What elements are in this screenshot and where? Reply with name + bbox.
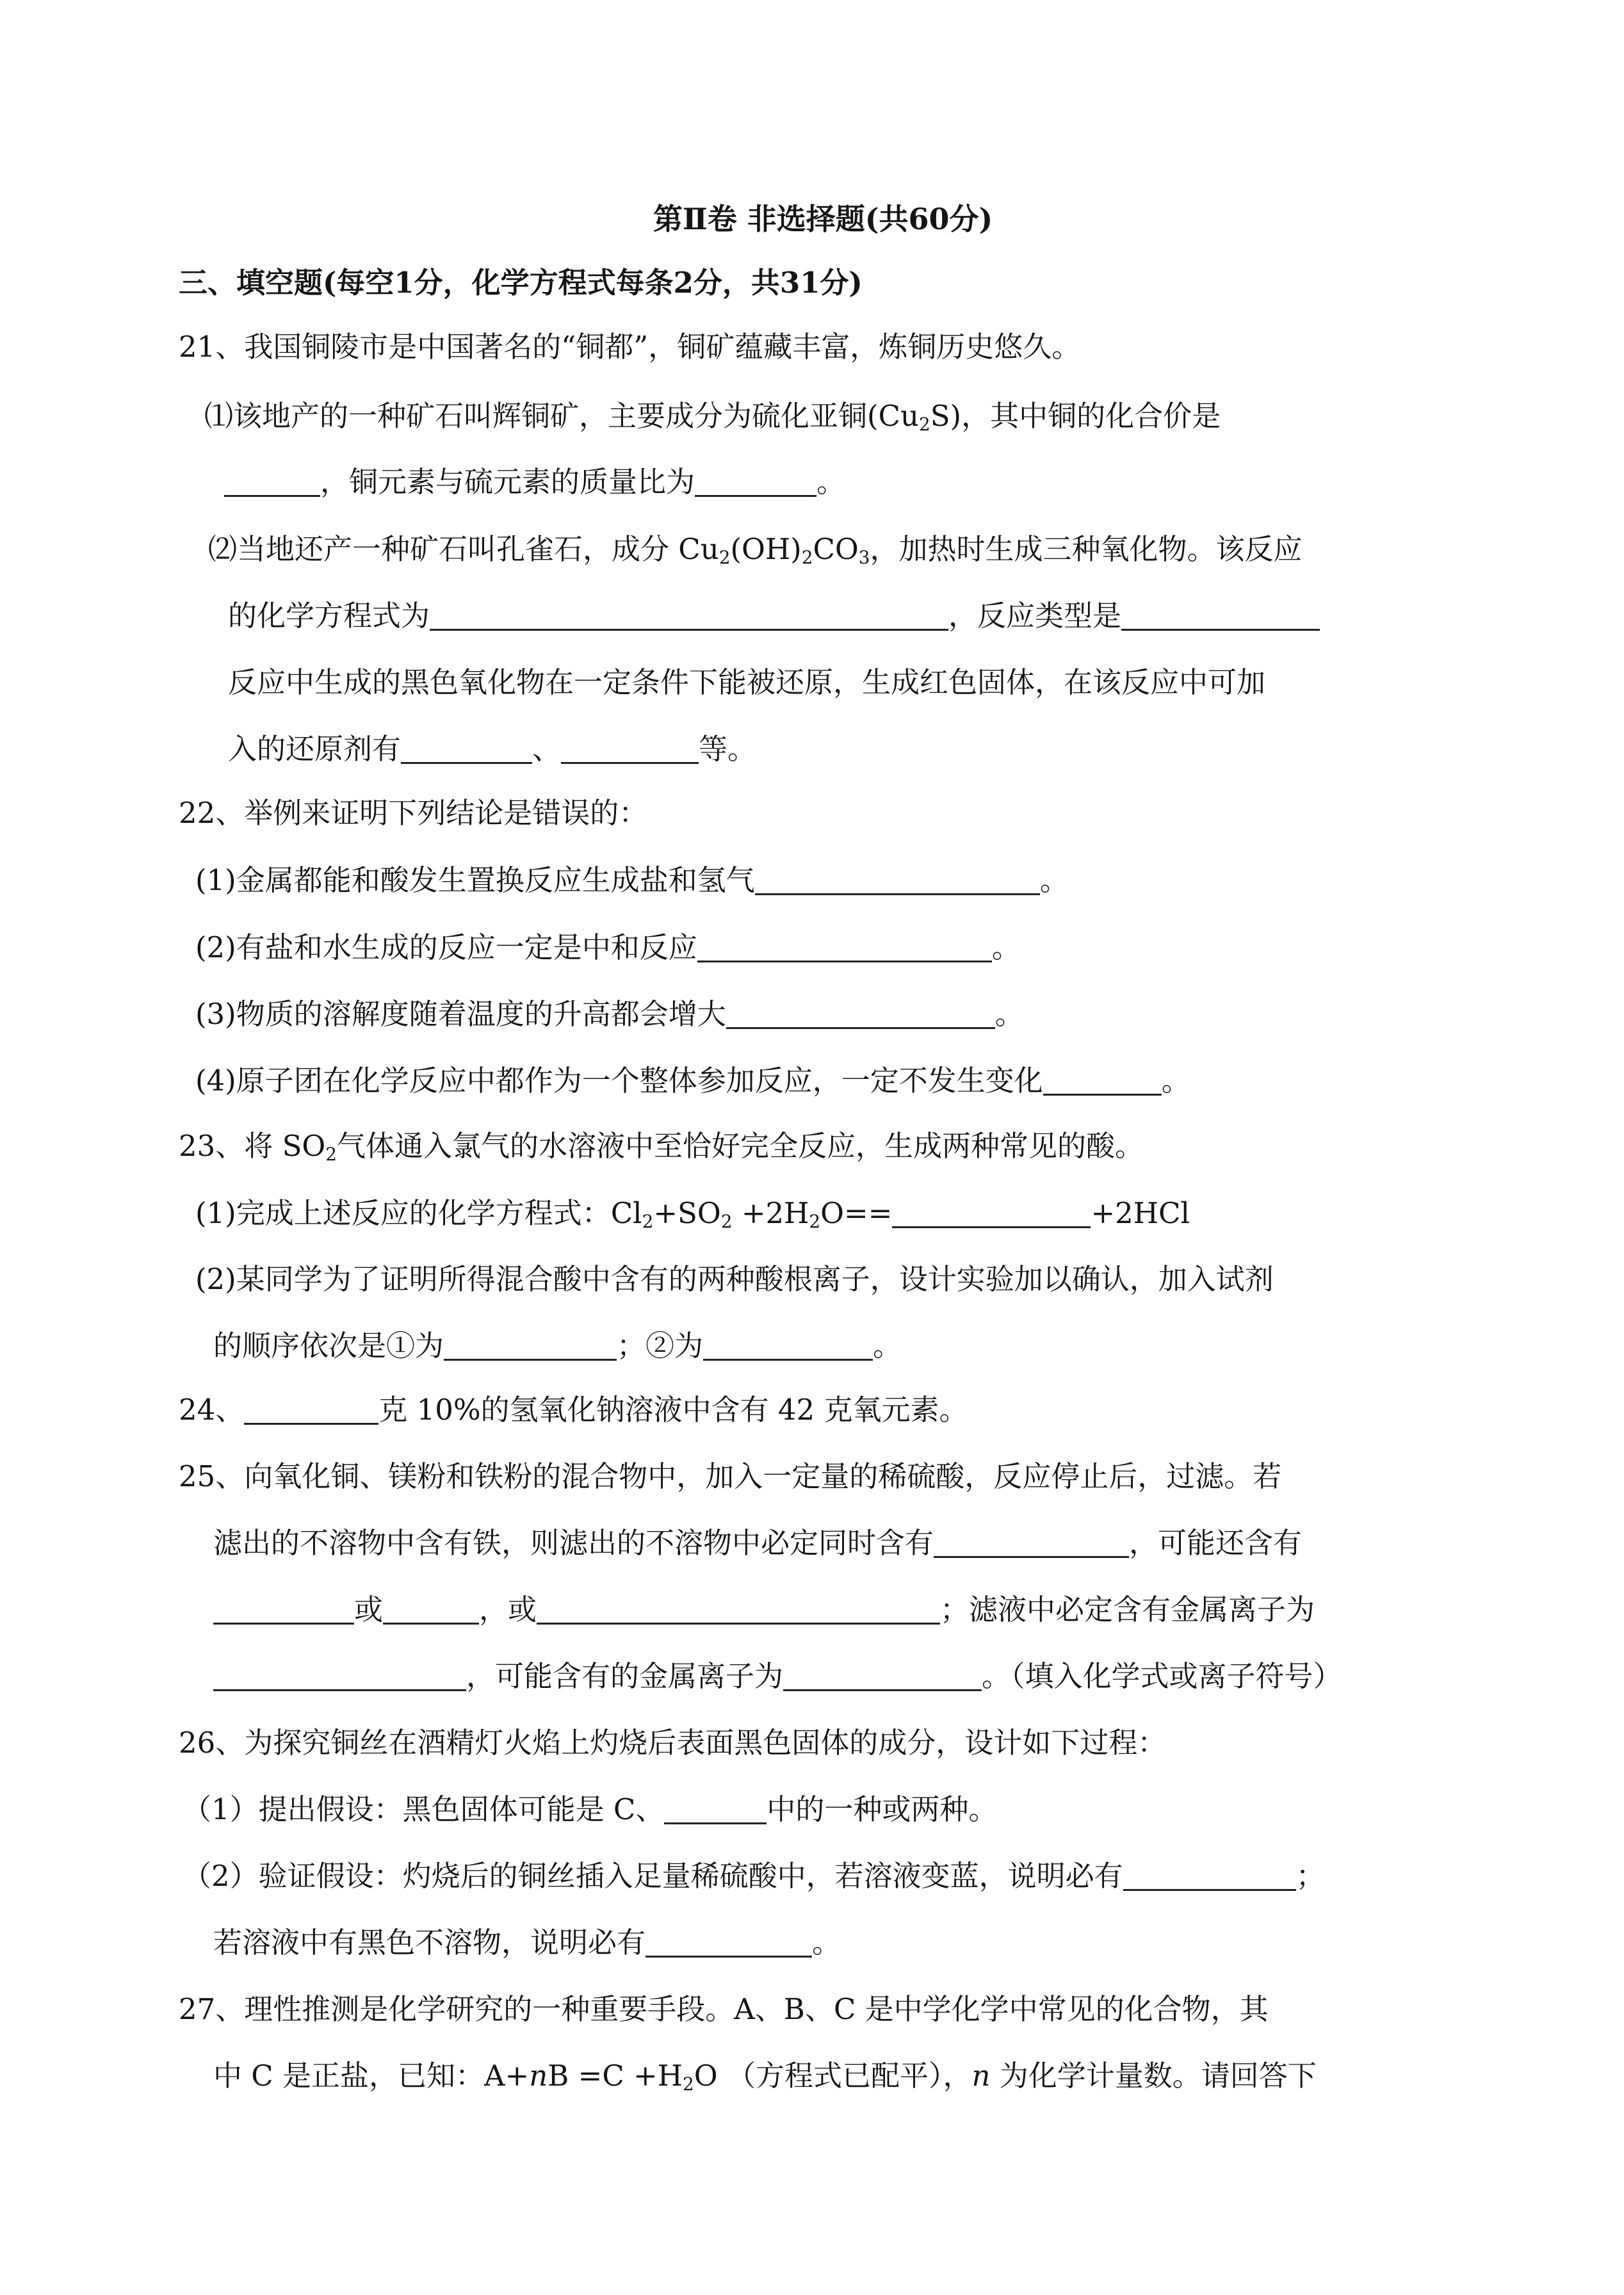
question-25-line1: 25、向氧化铜、镁粉和铁粉的混合物中，加入一定量的稀硫酸，反应停止后，过滤。若	[179, 1459, 1282, 1493]
question-25-line4: ，可能含有的金属离子为 。（填入化学式或离子符号）	[213, 1657, 1342, 1696]
answer-blank[interactable]	[430, 601, 948, 631]
section-heading: 三、填空题(每空1分，化学方程式每条2分，共31分)	[179, 266, 863, 300]
question-25-line3: 或 ，或 ；滤液中必定含有金属离子为	[213, 1591, 1315, 1629]
question-26-item-2-line2: 若溶液中有黑色不溶物，说明必有 。	[213, 1926, 841, 1959]
answer-blank[interactable]	[244, 1395, 378, 1425]
answer-blank[interactable]	[755, 865, 1040, 895]
answer-blank[interactable]	[664, 1794, 767, 1824]
question-24: 24、 克 10%的氢氧化钠溶液中含有 42 克氧元素。	[179, 1393, 968, 1427]
question-22-item-2: (2)有盐和水生成的反应一定是中和反应 。	[195, 930, 1021, 964]
answer-blank[interactable]	[383, 1594, 479, 1625]
question-22-item-4: (4)原子团在化学反应中都作为一个整体参加反应，一定不发生变化 。	[195, 1064, 1190, 1098]
question-23-stem: 23、将 $SO_2$气体通入氯气的水溶液中至恰好完全反应，生成两种常见的酸。	[179, 1129, 1144, 1165]
question-25-line2: 滤出的不溶物中含有铁，则滤出的不溶物中必定同时含有 ，可能还含有	[213, 1526, 1303, 1560]
answer-blank[interactable]	[726, 999, 995, 1029]
page-title: 第Ⅱ卷 非选择题(共60分)	[653, 202, 993, 236]
answer-blank[interactable]	[1043, 1066, 1162, 1096]
question-27-line1: 27、理性推测是化学研究的一种重要手段。A、B、C 是中学化学中常见的化合物，其	[179, 1992, 1269, 2026]
question-21-part2-line2: 的化学方程式为 ，反应类型是	[228, 597, 1320, 635]
answer-blank[interactable]	[537, 1594, 940, 1625]
answer-blank[interactable]	[224, 467, 320, 497]
answer-blank[interactable]	[213, 1661, 466, 1691]
question-22-stem: 22、举例来证明下列结论是错误的：	[179, 796, 648, 830]
answer-blank[interactable]	[213, 1594, 354, 1625]
answer-blank[interactable]	[1123, 1861, 1296, 1891]
answer-blank[interactable]	[1121, 601, 1320, 631]
question-21-part2: ⑵当地还产一种矿石叫孔雀石，成分 $Cu_2(OH)_2CO_3$，加热时生成三种氧化物。该反应	[208, 532, 1303, 568]
answer-blank[interactable]	[444, 1331, 617, 1361]
answer-blank[interactable]	[561, 734, 699, 764]
answer-blank[interactable]	[934, 1528, 1129, 1558]
question-21-part1-line2: ，铜元素与硫元素的质量比为 。	[224, 463, 845, 501]
answer-blank[interactable]	[695, 467, 816, 497]
question-23-item-1: (1)完成上述反应的化学方程式：$Cl_2+SO_2 +2H_2O== +2HCl$	[195, 1196, 1190, 1232]
question-22-item-1: (1)金属都能和酸发生置换反应生成盐和氢气 。	[195, 863, 1069, 897]
question-23-item-2-line2: 的顺序依次是①为 ；②为 。	[213, 1329, 902, 1363]
question-21-stem: 21、我国铜陵市是中国著名的“铜都”，铜矿蕴藏丰富，炼铜历史悠久。	[179, 330, 1081, 364]
answer-blank[interactable]	[646, 1927, 812, 1958]
question-26-item-2: （2）验证假设：灼烧后的铜丝插入足量稀硫酸中，若溶液变蓝，说明必有 ；	[183, 1859, 1325, 1893]
question-21-part2-line4: 入的还原剂有 、 等。	[228, 732, 757, 766]
answer-blank[interactable]	[401, 734, 532, 764]
answer-blank[interactable]	[783, 1661, 982, 1691]
question-21-part2-line3: 反应中生成的黑色氧化物在一定条件下能被还原，生成红色固体，在该反应中可加	[228, 665, 1266, 699]
question-26-item-1: （1）提出假设：黑色固体可能是 C、 中的一种或两种。	[183, 1792, 998, 1826]
question-21-part1: ⑴该地产的一种矿石叫辉铜矿，主要成分为硫化亚铜$(Cu_2S)$，其中铜的化合价是	[204, 399, 1221, 435]
question-27-line2: 中 C 是正盐，已知：$A+nB =C +H_2O$ （方程式已配平），n 为化学计量数。请回答下	[213, 2059, 1317, 2095]
question-26-stem: 26、为探究铜丝在酒精灯火焰上灼烧后表面黑色固体的成分，设计如下过程：	[179, 1726, 1167, 1760]
answer-blank[interactable]	[703, 1331, 873, 1361]
answer-blank[interactable]	[892, 1198, 1091, 1228]
answer-blank[interactable]	[697, 932, 992, 962]
question-23-item-2: (2)某同学为了证明所得混合酸中含有的两种酸根离子，设计实验加以确认，加入试剂	[195, 1262, 1274, 1296]
question-22-item-3: (3)物质的溶解度随着温度的升高都会增大 。	[195, 997, 1024, 1031]
